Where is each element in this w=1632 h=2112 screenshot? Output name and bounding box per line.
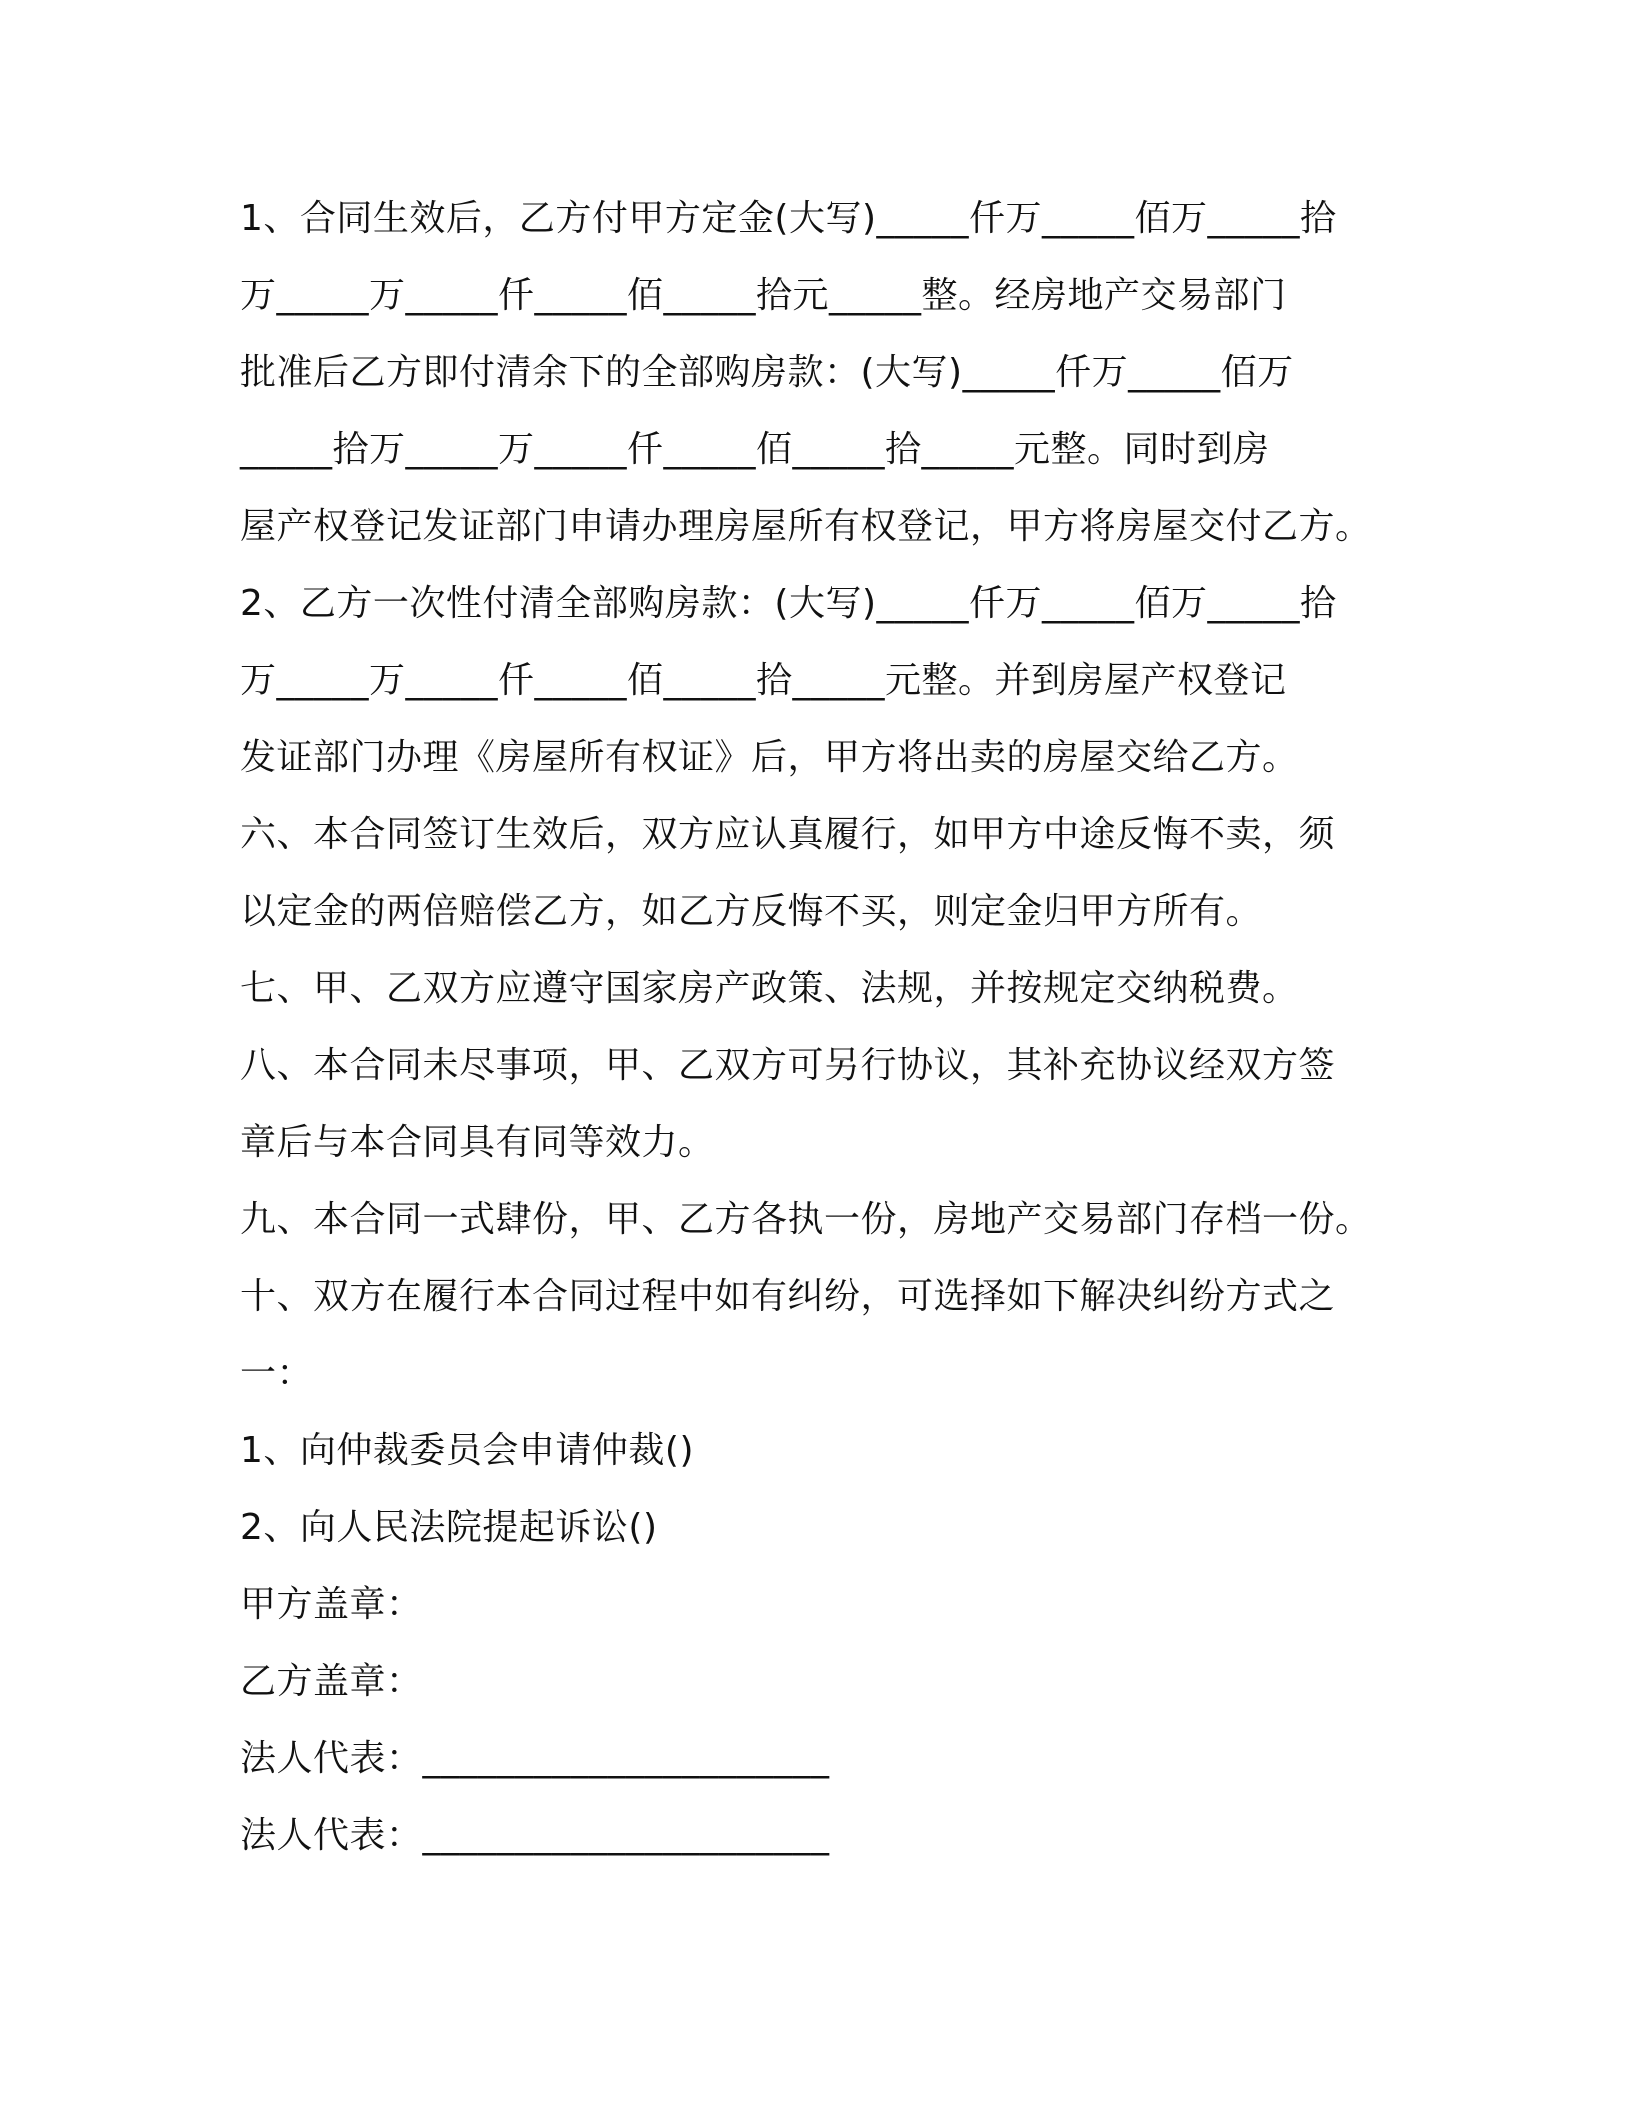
clause-ten-line-1: 十、双方在履行本合同过程中如有纠纷，可选择如下解决纠纷方式之 [240,1276,1336,1317]
clause-six-line-1: 六、本合同签订生效后，双方应认真履行，如甲方中途反悔不卖，须 [240,814,1336,855]
contract-line-deposit-3: 批准后乙方即付清余下的全部购房款：(大写)_____仟万_____佰万 [240,352,1294,393]
contract-line-lump-sum-3: 发证部门办理《房屋所有权证》后，甲方将出卖的房屋交给乙方。 [240,737,1299,778]
contract-line-deposit-4: _____拾万_____万_____仟_____佰_____拾_____元整。同时到房 [240,429,1270,470]
contract-body [240,180,1400,1874]
dispute-option-arbitration: 1、向仲裁委员会申请仲裁() [240,1430,694,1471]
clause-eight-line-2: 章后与本合同具有同等效力。 [240,1122,715,1163]
contract-line-lump-sum-2: 万_____万_____仟_____佰_____拾_____元整。并到房屋产权登记 [240,660,1287,701]
party-b-seal: 乙方盖章： [240,1661,423,1702]
clause-six-line-2: 以定金的两倍赔偿乙方，如乙方反悔不买，则定金归甲方所有。 [240,891,1263,932]
contract-line-deposit-1: 1、合同生效后，乙方付甲方定金(大写)_____仟万_____佰万_____拾 [240,198,1337,239]
contract-line-deposit-2: 万_____万_____仟_____佰_____拾元_____整。经房地产交易部门 [240,275,1287,316]
party-a-seal: 甲方盖章： [240,1584,423,1625]
clause-nine: 九、本合同一式肆份，甲、乙方各执一份，房地产交易部门存档一份。 [240,1199,1372,1240]
legal-representative-1: 法人代表：______________________ [240,1738,830,1779]
contract-line-lump-sum-1: 2、乙方一次性付清全部购房款：(大写)_____仟万_____佰万_____拾 [240,583,1337,624]
clause-seven: 七、甲、乙双方应遵守国家房产政策、法规，并按规定交纳税费。 [240,968,1299,1009]
legal-representative-2: 法人代表：______________________ [240,1815,830,1856]
contract-line-deposit-5: 屋产权登记发证部门申请办理房屋所有权登记，甲方将房屋交付乙方。 [240,506,1372,547]
clause-ten-line-2: 一： [240,1353,314,1394]
clause-eight-line-1: 八、本合同未尽事项，甲、乙双方可另行协议，其补充协议经双方签 [240,1045,1336,1086]
dispute-option-litigation: 2、向人民法院提起诉讼() [240,1507,658,1548]
